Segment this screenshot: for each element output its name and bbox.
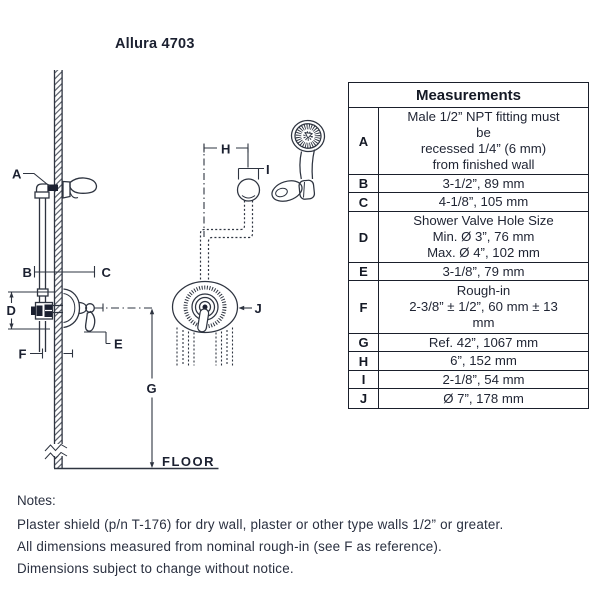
- table-row-i: [349, 371, 588, 389]
- notes-section: [17, 493, 587, 583]
- label-a: A: [12, 166, 22, 182]
- handshower-bracket: [269, 177, 315, 205]
- handshower-unit: [269, 118, 326, 204]
- table-row-c: [349, 193, 588, 212]
- row-value: 2-1/8”, 54 mm: [442, 371, 525, 387]
- table-row-j: [349, 389, 588, 408]
- row-value: 6”, 152 mm: [450, 353, 517, 368]
- note-item: All dimensions measured from nominal rough-in (see F as reference).: [17, 539, 442, 554]
- row-value: Male 1/2” NPT fitting must be recessed 1/4” (6 mm) from finished wall: [407, 109, 560, 172]
- escutcheon-side: [64, 289, 87, 328]
- dim-e-bracket: [84, 332, 111, 344]
- lever-handle-front: [197, 308, 209, 332]
- measurements-table-header: Measurements: [349, 83, 588, 108]
- riser-pipe: [40, 198, 46, 289]
- row-key: C: [349, 193, 379, 211]
- handshower-handle: [300, 150, 315, 180]
- label-c: C: [101, 265, 111, 280]
- dimension-lines: [8, 174, 154, 469]
- label-j: J: [254, 301, 262, 316]
- table-row-h: [349, 352, 588, 371]
- floor-label: FLOOR: [162, 454, 215, 469]
- table-row-f: [349, 281, 588, 334]
- row-key: F: [349, 281, 379, 333]
- label-f: F: [18, 346, 27, 362]
- measurements-table: [348, 82, 589, 409]
- note-item: Plaster shield (p/n T-176) for dry wall, plaster or other type walls 1/2” or greater.: [17, 517, 504, 532]
- row-value: Ref. 42”, 1067 mm: [428, 334, 539, 350]
- label-g: G: [146, 381, 157, 396]
- side-view-assembly: [31, 178, 97, 352]
- label-d: D: [6, 303, 16, 318]
- floor-line: [54, 454, 219, 469]
- row-value: 3-1/2”, 89 mm: [442, 175, 525, 191]
- notes-heading: Notes:: [17, 493, 56, 508]
- wall-section: [45, 70, 67, 468]
- dim-bc-line: [35, 266, 95, 278]
- row-value: Rough-in 2-3/8” ± 1/2”, 60 mm ± 13 mm: [409, 283, 558, 330]
- row-key: A: [349, 108, 379, 174]
- label-b: B: [22, 265, 32, 280]
- row-value: 4-1/8”, 105 mm: [438, 194, 529, 209]
- note-item: Dimensions subject to change without notice.: [17, 561, 294, 576]
- dim-f-marks: [30, 349, 73, 359]
- row-key: J: [349, 389, 379, 408]
- handshower-holder-side: [63, 178, 97, 198]
- table-row-e: [349, 263, 588, 281]
- front-view-assembly: [173, 141, 265, 366]
- table-row-g: [349, 334, 588, 352]
- pipe-below-valve: [40, 321, 46, 352]
- supply-legs: [177, 328, 233, 366]
- valve-trim-front: [173, 282, 238, 333]
- row-key: I: [349, 371, 379, 388]
- row-key: G: [349, 334, 379, 351]
- table-row-a: [349, 108, 588, 175]
- row-value: 3-1/8”, 79 mm: [442, 263, 525, 279]
- concealed-piping: [201, 201, 253, 283]
- page-title: Allura 4703: [115, 36, 195, 52]
- dim-i: [239, 169, 265, 180]
- row-key: H: [349, 352, 379, 370]
- handle-lever-side: [86, 312, 95, 332]
- row-key: E: [349, 263, 379, 280]
- label-e: E: [114, 336, 123, 352]
- row-key: B: [349, 175, 379, 192]
- table-row-b: [349, 175, 588, 193]
- row-value: Ø 7”, 178 mm: [443, 390, 524, 406]
- row-key: D: [349, 212, 379, 262]
- handshower-head: [290, 118, 327, 153]
- label-i: I: [266, 162, 270, 177]
- table-row-d: [349, 212, 588, 263]
- row-value: Shower Valve Hole Size Min. Ø 3”, 76 mm Max. Ø 4”, 102 mm: [413, 213, 554, 260]
- label-h: H: [221, 141, 231, 157]
- dim-j: [239, 306, 253, 311]
- supply-elbow-side: [37, 184, 49, 192]
